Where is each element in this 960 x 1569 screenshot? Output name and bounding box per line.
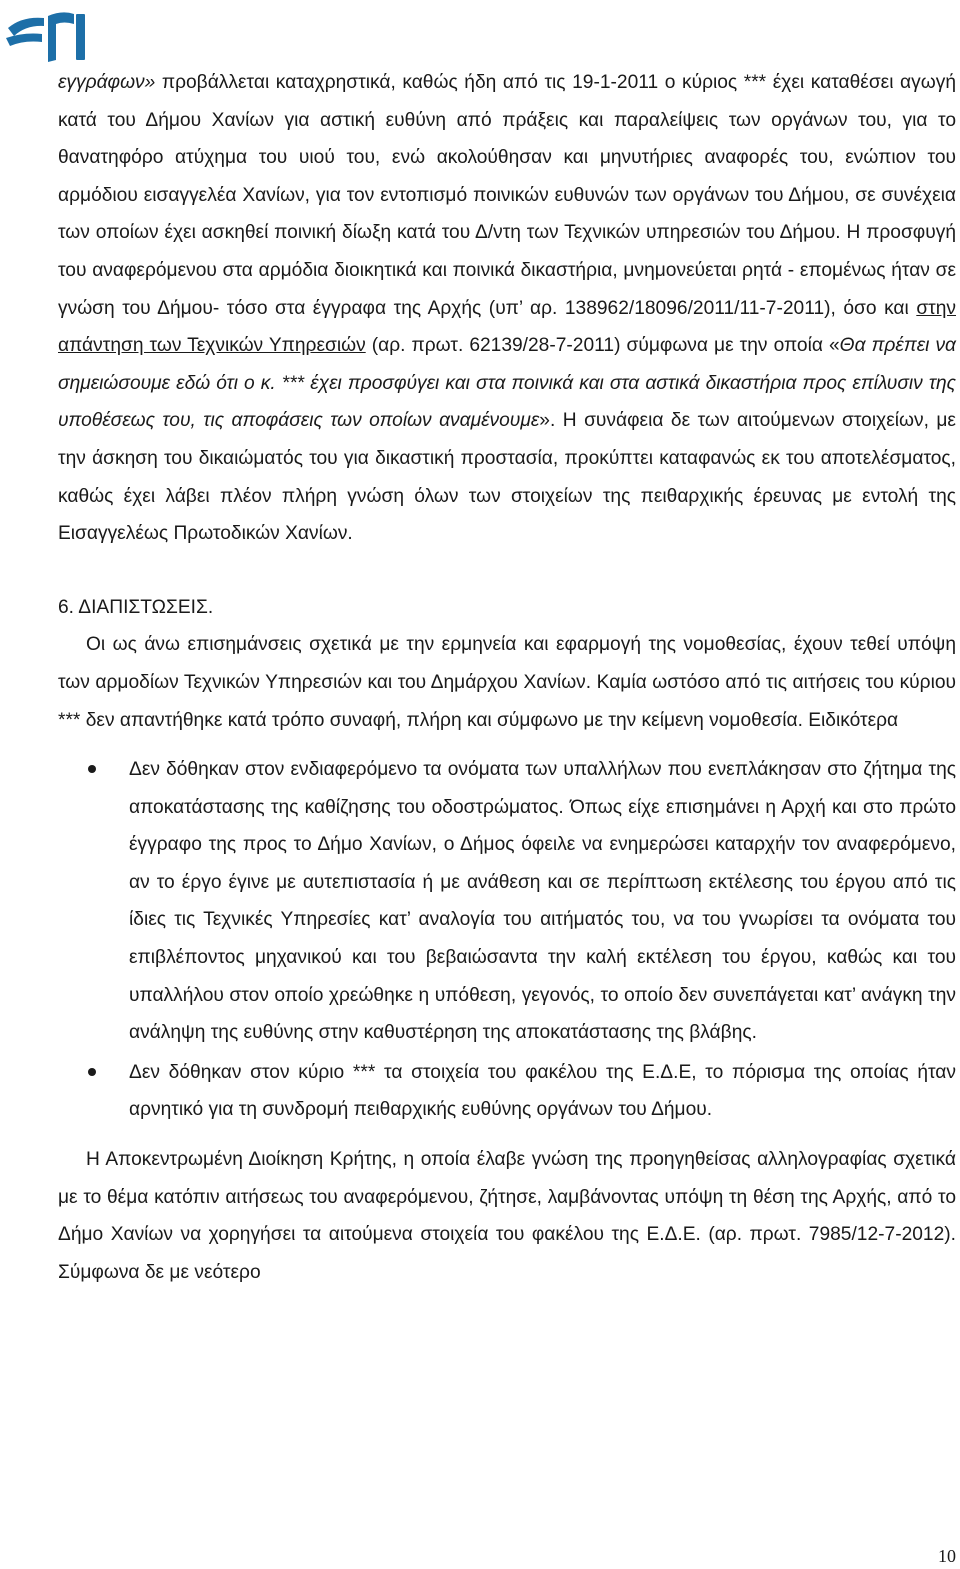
continuation-italic-start: εγγράφων»: [58, 72, 156, 93]
underlined-reference: στην απάντηση των Τεχνικών Υπηρεσιών: [58, 297, 956, 357]
list-item: [58, 751, 956, 1052]
list-item-text: Δεν δόθηκαν στον κύριο *** τα στοιχεία του φακέλου της Ε.Δ.Ε, το πόρισμα της οποίας ήταν αρνητικό για τη συνδρομή πειθαρχικής ευθύνης οργάνων του Δήμου.: [129, 1061, 956, 1121]
section-intro-paragraph: Οι ως άνω επισημάνσεις σχετικά με την ερμηνεία και εφαρμογή της νομοθεσίας, έχουν τεθεί υπόψη των αρμοδίων Τεχνικών Υπηρεσιών και του Δημάρχου Χανίων. Καμία ωστόσο από τις αιτήσεις του κύριου *** δεν απαντήθηκε κατά τρόπο συναφή, πλήρη και σύμφωνο με την κείμενη νομοθεσία. Ειδικότερα: [58, 634, 956, 731]
section-heading: 6. ΔΙΑΠΙΣΤΩΣΕΙΣ.: [58, 596, 214, 618]
continuation-paragraph: [58, 64, 956, 553]
bullet-icon: [88, 1068, 96, 1076]
list-item: [58, 1054, 956, 1129]
bullet-icon: [88, 765, 96, 773]
ombudsman-logo: [4, 6, 90, 64]
document-page: [58, 64, 956, 1291]
continuation-text-3: ». Η συνάφεια δε των αιτούμενων στοιχείων, με την άσκηση του δικαιώματός του για δικαστική προστασία, προκύπτει καταφανώς εκ του αποτελέσματος, καθώς έχει λάβει πλέον πλήρη γνώση όλων των στοιχείων της πειθαρχικής έρευνας με εντολή της Εισαγγελέως Πρωτοδικών Χανίων.: [58, 410, 956, 545]
quoted-statement: Θα πρέπει να σημειώσουμε εδώ ότι ο κ. *** έχει προσφύγει και στα ποινικά και στα αστικά δικαστήρια προς επίλυσιν της υποθέσεως του, τις αποφάσεις των οποίων αναμένουμε: [58, 335, 956, 432]
continuation-text-2: (αρ. πρωτ. 62139/28-7-2011) σύμφωνα με την οποία «: [365, 335, 840, 357]
list-item-text: Δεν δόθηκαν στον ενδιαφερόμενο τα ονόματα των υπαλλήλων που ενεπλάκησαν στο ζήτημα της αποκατάστασης της καθίζησης του οδοστρώματος. Όπως είχε επισημάνει η Αρχή και στο πρώτο έγγραφο της προς το Δήμο Χανίων, ο Δήμος όφειλε να ενημερώσει καταρχήν τον αναφερόμενο, αν το έργο έγινε με αυτεπιστασία ή με ανάθεση και σε περίπτωση εκτέλεσης του έργου από τις ίδιες τις Τεχνικές Υπηρεσίες κατ’ αναλογία του αιτήματός του, να του γνωρίσει τα ονόματα του επιβλέποντος μηχανικού και του βεβαιώσαντα την καλή εκτέλεση του έργου, καθώς και του υπαλλήλου στον οποίο χρεώθηκε η υπόθεση, γεγονός, το οποίο δεν συνεπάγεται κατ’ ανάγκη την ανάληψη της ευθύνης στην καθυστέρηση της αποκατάστασης της βλάβης.: [129, 759, 956, 1044]
continuation-text: προβάλλεται καταχρηστικά, καθώς ήδη από τις 19-1-2011 ο κύριος *** έχει καταθέσει αγωγή κατά του Δήμου Χανίων για αστική ευθύνη από πράξεις και παραλείψεις των οργάνων του, για το θανατηφόρο ατύχημα του υιού του, ενώ ακολούθησαν και μηνυτήριες αναφορές του, ενώπιον του αρμόδιου εισαγγελέα Χανίων, για τον εντοπισμό ποινικών ευθυνών των οργάνων του Δήμου, σε συνέχεια των οποίων έχει ασκηθεί ποινική δίωξη κατά του Δ/ντη των Τεχνικών υπηρεσιών του Δήμου. Η προσφυγή του αναφερόμενου στα αρμόδια διοικητικά και ποινικά δικαστήρια, μνημονεύεται ρητά - επομένως ήταν σε γνώση του Δήμου- τόσο στα έγγραφα της Αρχής (υπ’ αρ. 138962/18096/2011/11-7-2011), όσο και: [58, 72, 956, 319]
findings-list: [58, 751, 956, 1129]
page-number: 10: [938, 1546, 956, 1566]
closing-paragraph: Η Αποκεντρωμένη Διοίκηση Κρήτης, η οποία έλαβε γνώση της προηγηθείσας αλληλογραφίας σχετικά με το θέμα κατόπιν αιτήσεως του αναφερόμενου, ζήτησε, λαμβάνοντας υπόψη τη θέση της Αρχής, από το Δήμο Χανίων να χορηγήσει τα αιτούμενα στοιχεία του φακέλου της Ε.Δ.Ε. (αρ. πρωτ. 7985/12-7-2012). Σύμφωνα δε με νεότερο: [58, 1149, 956, 1283]
